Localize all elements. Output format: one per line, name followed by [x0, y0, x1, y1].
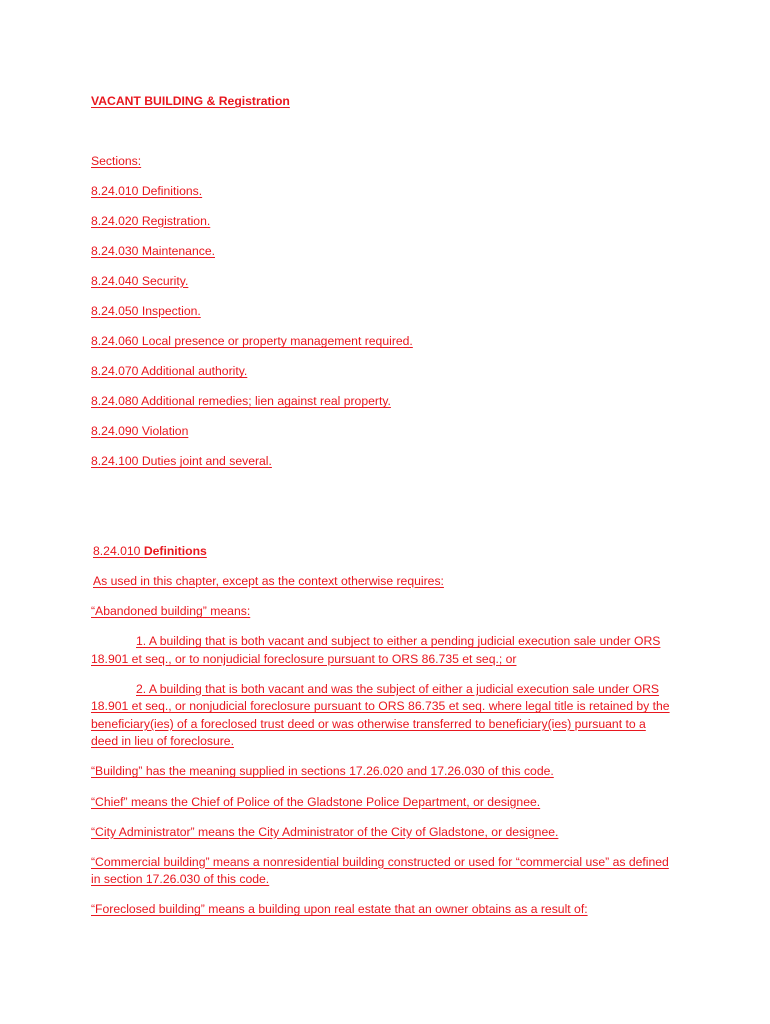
definitions-intro: As used in this chapter, except as the context otherwise requires: [93, 574, 444, 589]
section-link-8-24-090[interactable]: 8.24.090 Violation [91, 424, 189, 439]
section-link-8-24-030[interactable]: 8.24.030 Maintenance. [91, 243, 215, 258]
section-link-8-24-070[interactable]: 8.24.070 Additional authority. [91, 364, 248, 379]
definitions-heading-number: 8.24.010 [93, 543, 144, 558]
document-title: VACANT BUILDING & Registration [91, 94, 290, 108]
section-link-8-24-060[interactable]: 8.24.060 Local presence or property management required. [91, 334, 413, 349]
document-body [91, 93, 671, 919]
definition-chief: “Chief” means the Chief of Police of the Gladstone Police Department, or designee. [91, 794, 541, 809]
section-link-8-24-040[interactable]: 8.24.040 Security. [91, 273, 189, 288]
section-link-8-24-080[interactable]: 8.24.080 Additional remedies; lien against real property. [91, 394, 391, 409]
section-link-8-24-050[interactable]: 8.24.050 Inspection. [91, 303, 201, 318]
definitions-heading [91, 543, 671, 561]
section-link-8-24-020[interactable]: 8.24.020 Registration. [91, 213, 211, 228]
definition-abandoned-item-2: 2. A building that is both vacant and was the subject of either a judicial execution sale under ORS 18.901 et seq., or nonjudicial foreclosure pursuant to ORS 86.735 et seq. where legal title is retained by the beneficiary(ies) of a foreclosed trust deed or was otherwise transferred to beneficiary(ies) pursuant to a deed in lieu of foreclosure. [91, 681, 670, 749]
definition-foreclosed-building: “Foreclosed building” means a building upon real estate that an owner obtains as a result of: [91, 902, 588, 917]
section-link-8-24-100[interactable]: 8.24.100 Duties joint and several. [91, 454, 272, 469]
section-link-8-24-010[interactable]: 8.24.010 Definitions. [91, 183, 203, 198]
definition-commercial-building: “Commercial building” means a nonresidential building constructed or used for “commercial use” as defined in section 17.26.030 of this code. [91, 854, 669, 887]
definition-abandoned-term: “Abandoned building” means: [91, 604, 251, 619]
definition-building: “Building” has the meaning supplied in sections 17.26.020 and 17.26.030 of this code. [91, 764, 554, 779]
definitions-heading-label: Definitions [143, 543, 207, 558]
sections-heading: Sections: [91, 153, 142, 168]
definition-city-administrator: “City Administrator” means the City Administrator of the City of Gladstone, or designee. [91, 824, 559, 839]
definition-abandoned-item-1: 1. A building that is both vacant and subject to either a pending judicial execution sale under ORS 18.901 et seq., or to nonjudicial foreclosure pursuant to ORS 86.735 et seq.; or [91, 634, 661, 666]
